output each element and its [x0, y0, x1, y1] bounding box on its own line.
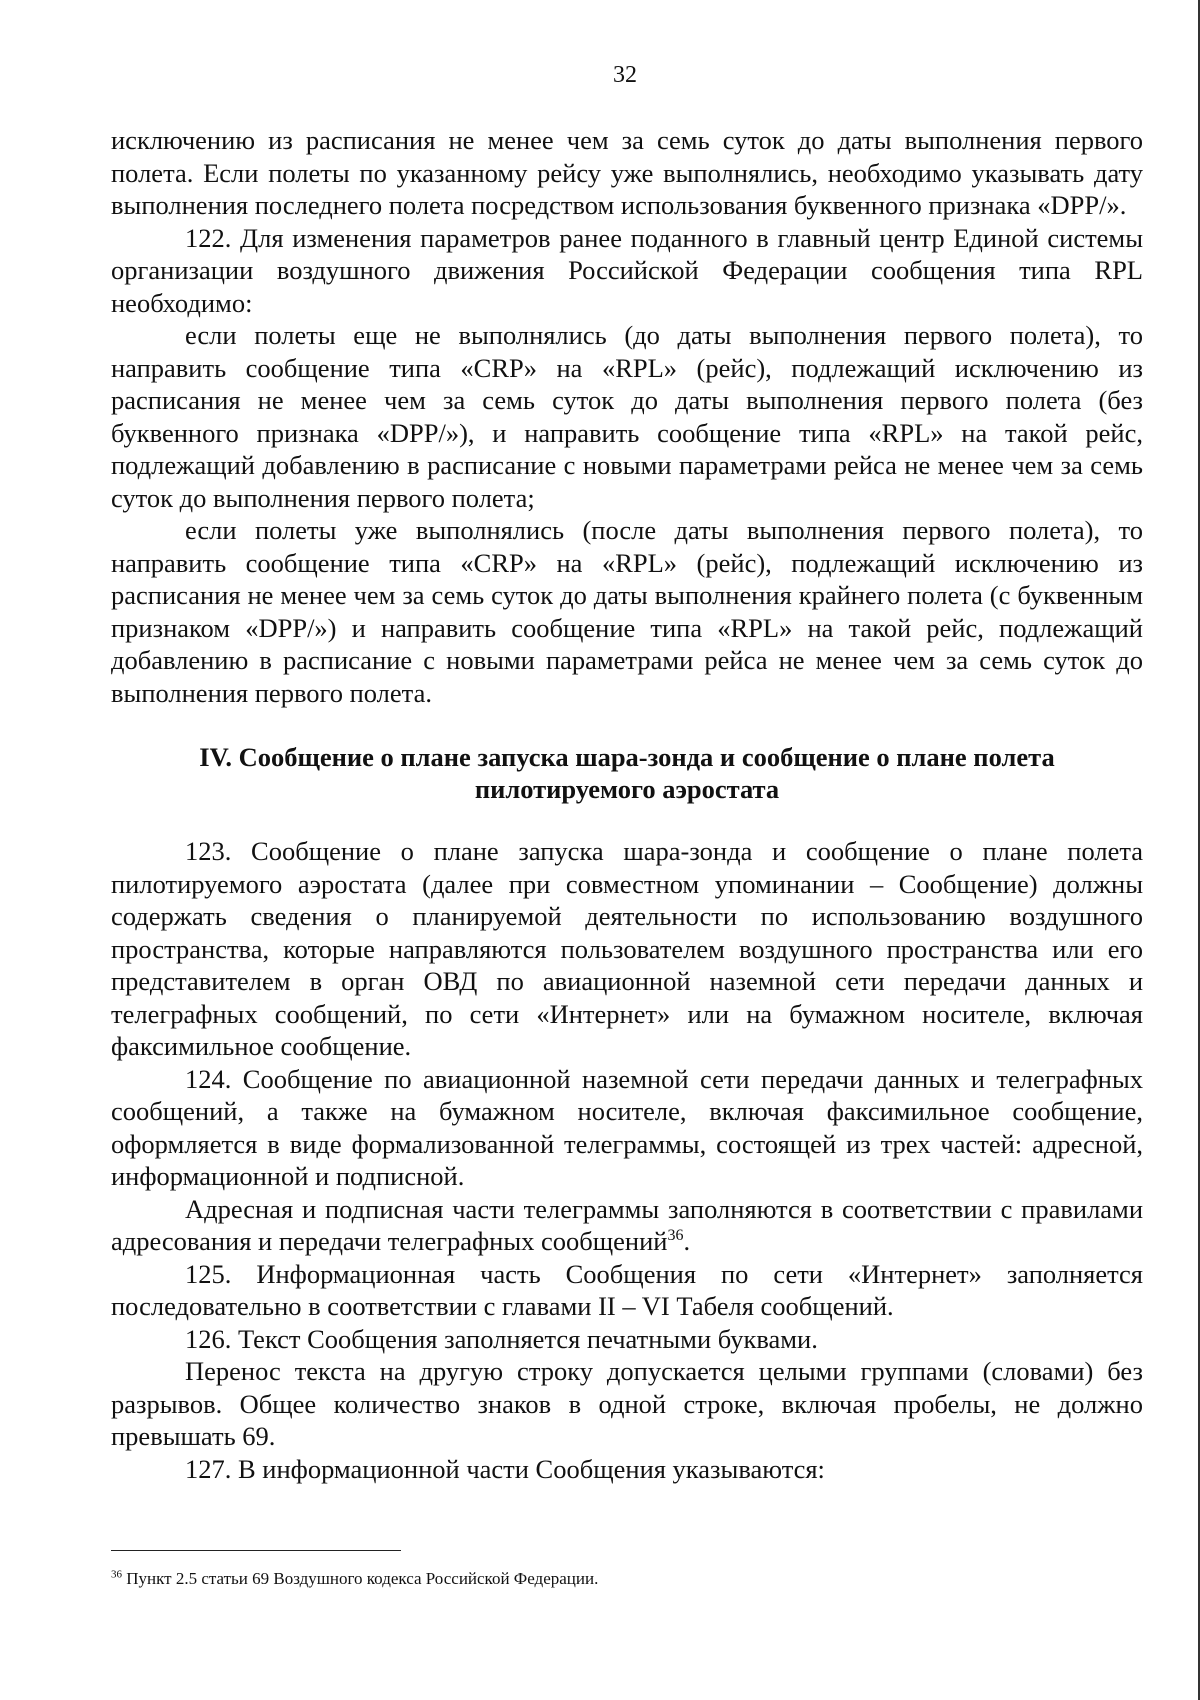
- paragraph-127: 127. В информационной части Сообщения указываются:: [185, 1453, 825, 1484]
- paragraph-124-addressing-end: .: [683, 1226, 691, 1256]
- page-number: 32: [613, 62, 637, 88]
- document-body: [111, 124, 1143, 1485]
- footnote-text: Пункт 2.5 статьи 69 Воздушного кодекса Российской Федерации.: [122, 1569, 599, 1588]
- paragraph-124-addressing-text: Адресная и подписная части телеграммы заполняются в соответствии с правилами адресования и передачи телеграфных сообщений: [111, 1193, 1143, 1256]
- section-heading: [111, 741, 1143, 805]
- paragraph-continuation: исключению из расписания не менее чем за семь суток до даты выполнения первого полета. Если полеты по указанному рейсу уже выполнялись, необходимо указывать дату выполнения последнего полета посредством использования буквенного признака «DPP/».: [111, 125, 1143, 220]
- paragraph-122-case-not-flown: если полеты еще не выполнялись (до даты выполнения первого полета), то направить сообщение типа «CRP» на «RPL» (рейс), подлежащий исключению из расписания не менее чем за семь суток до даты выполнения первого полета (без буквенного признака «DPP/»), и направить сообщение типа «RPL» на такой рейс, подлежащий добавлению в расписание с новыми параметрами рейса не менее чем за семь суток до выполнения первого полета;: [111, 320, 1143, 513]
- paragraph-125: 125. Информационная часть Сообщения по сети «Интернет» заполняется последовательно в соответствии с главами II – VI Табеля сообщений.: [111, 1258, 1143, 1321]
- footnote-number: 36: [111, 1568, 122, 1581]
- footnote-reference[interactable]: 36: [667, 1227, 684, 1245]
- paragraph-122-case-flown: если полеты уже выполнялись (после даты выполнения первого полета), то направить сообщение типа «CRP» на «RPL» (рейс), подлежащий исключению из расписания не менее чем за семь суток до даты выполнения крайнего полета (с буквенным признаком «DPP/») и направить сообщение типа «RPL» на такой рейс, подлежащий добавлению в расписание с новыми параметрами рейса не менее чем за семь суток до выполнения первого полета.: [111, 515, 1143, 708]
- footnote-divider: [111, 1550, 401, 1551]
- section-heading-line-1: IV. Сообщение о плане запуска шара-зонда и сообщение о плане полета: [199, 742, 1055, 772]
- paragraph-126-wrapping: Перенос текста на другую строку допускается целыми группами (словами) без разрывов. Общее количество знаков в одной строке, включая пробелы, не должно превышать 69.: [111, 1356, 1143, 1451]
- paragraph-124-addressing: [111, 1193, 1143, 1258]
- paragraph-126: 126. Текст Сообщения заполняется печатными буквами.: [185, 1323, 818, 1354]
- paragraph-124: 124. Сообщение по авиационной наземной сети передачи данных и телеграфных сообщений, а также на бумажном носителе, включая факсимильное сообщение, оформляется в виде формализованной телеграммы, состоящей из трех частей: адресной, информационной и подписной.: [111, 1063, 1143, 1191]
- paragraph-123: 123. Сообщение о плане запуска шара-зонда и сообщение о плане полета пилотируемого аэростата (далее при совместном упоминании – Сообщение) должны содержать сведения о планируемой деятельности по использованию воздушного пространства, которые направляются пользователем воздушного пространства или его представителем в орган ОВД по авиационной наземной сети передачи данных и телеграфных сообщений, по сети «Интернет» или на бумажном носителе, включая факсимильное сообщение.: [111, 836, 1143, 1061]
- section-heading-line-2: пилотируемого аэростата: [474, 774, 780, 804]
- paragraph-122: 122. Для изменения параметров ранее поданного в главный центр Единой системы организации воздушного движения Российской Федерации сообщения типа RPL необходимо:: [111, 222, 1143, 318]
- footnote: [111, 1568, 598, 1590]
